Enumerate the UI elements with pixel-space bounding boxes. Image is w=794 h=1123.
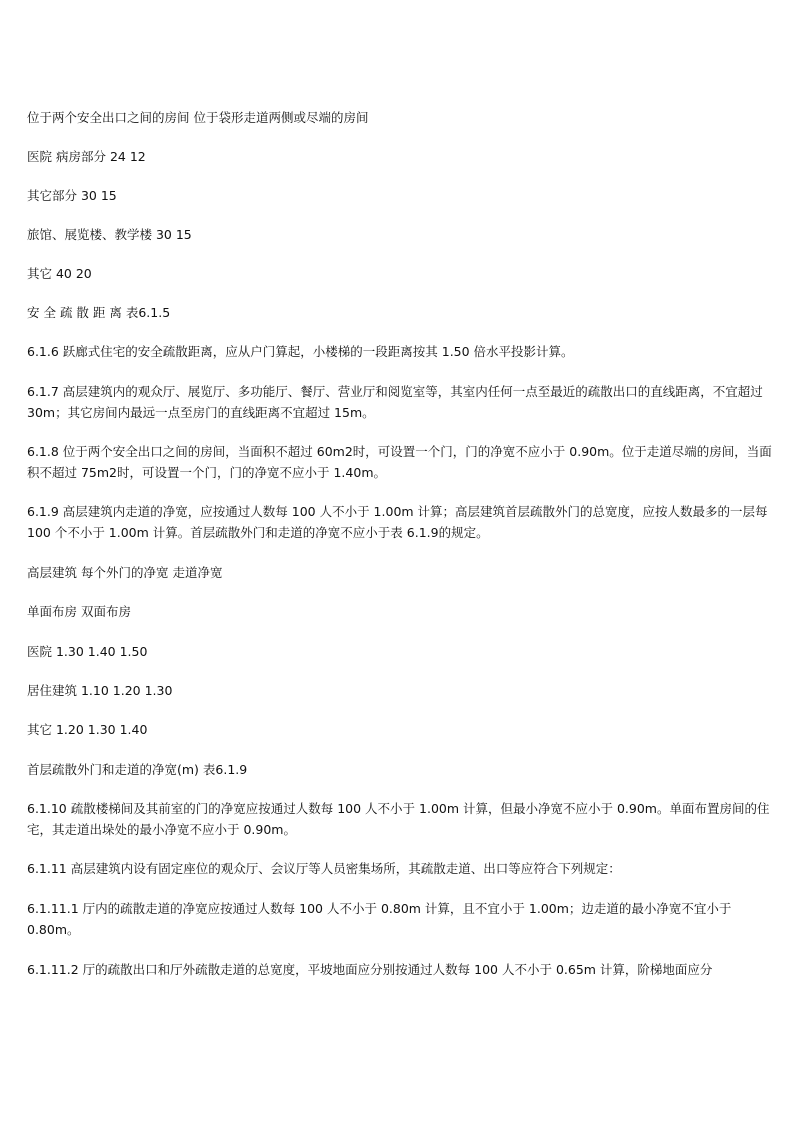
table-caption-6-1-5: 安 全 疏 散 距 离 表6.1.5 — [27, 305, 171, 320]
table2-subheader-row: 单面布房 双面布房 — [27, 604, 131, 619]
clause-6-1-11-1: 6.1.11.1 厅内的疏散走道的净宽应按通过人数每 100 人不小于 0.80m 计算，且不宜小于 1.00m；边走道的最小净宽不宜小于 0.80m。 — [27, 901, 736, 937]
clause-6-1-11: 6.1.11 高层建筑内设有固定座位的观众厅、会议厅等人员密集场所，其疏散走道、出口等应符合下列规定： — [27, 861, 621, 876]
clause-6-1-11-2: 6.1.11.2 厅的疏散出口和厅外疏散走道的总宽度，平坡地面应分别按通过人数每 100 人不小于 0.65m 计算，阶梯地面应分 — [27, 962, 713, 977]
clause-6-1-9: 6.1.9 高层建筑内走道的净宽，应按通过人数每 100 人不小于 1.00m 计算；高层建筑首层疏散外门的总宽度，应按人数最多的一层每 100 个不小于 1.00m 计算。首层疏散外门和走道的净宽不应小于表 6.1.9的规定。 — [27, 504, 772, 540]
table-row-other-parts: 其它部分 30 15 — [27, 188, 117, 203]
clause-6-1-8: 6.1.8 位于两个安全出口之间的房间，当面积不超过 60m2时，可设置一个门，门的净宽不应小于 0.90m。位于走道尽端的房间，当面积不超过 75m2时，可设置一个门，门的净宽不应小于 1.40m。 — [27, 444, 772, 480]
table2-header-row: 高层建筑 每个外门的净宽 走道净宽 — [27, 565, 223, 580]
table2-row-other: 其它 1.20 1.30 1.40 — [27, 722, 148, 737]
clause-6-1-7: 6.1.7 高层建筑内的观众厅、展览厅、多功能厅、餐厅、营业厅和阅览室等，其室内任何一点至最近的疏散出口的直线距离，不宜超过 30m；其它房间内最远一点至房门的直线距离不宜超过 15m。 — [27, 384, 767, 420]
clause-6-1-6: 6.1.6 跃廊式住宅的安全疏散距离，应从户门算起，小楼梯的一段距离按其 1.50 倍水平投影计算。 — [27, 344, 574, 359]
table-row-hospital: 医院 病房部分 24 12 — [27, 149, 146, 164]
table2-row-hospital: 医院 1.30 1.40 1.50 — [27, 644, 148, 659]
clause-6-1-10: 6.1.10 疏散楼梯间及其前室的门的净宽应按通过人数每 100 人不小于 1.00m 计算，但最小净宽不应小于 0.90m。单面布置房间的住宅，其走道出垛处的最小净宽不应小于 0.90m。 — [27, 801, 770, 837]
table-row-hotel: 旅馆、展览楼、教学楼 30 15 — [27, 227, 192, 242]
table-header-row: 位于两个安全出口之间的房间 位于袋形走道两侧或尽端的房间 — [27, 110, 369, 125]
table-caption-6-1-9: 首层疏散外门和走道的净宽(m) 表6.1.9 — [27, 762, 248, 777]
table2-row-residential: 居住建筑 1.10 1.20 1.30 — [27, 683, 173, 698]
table-row-other: 其它 40 20 — [27, 266, 92, 281]
